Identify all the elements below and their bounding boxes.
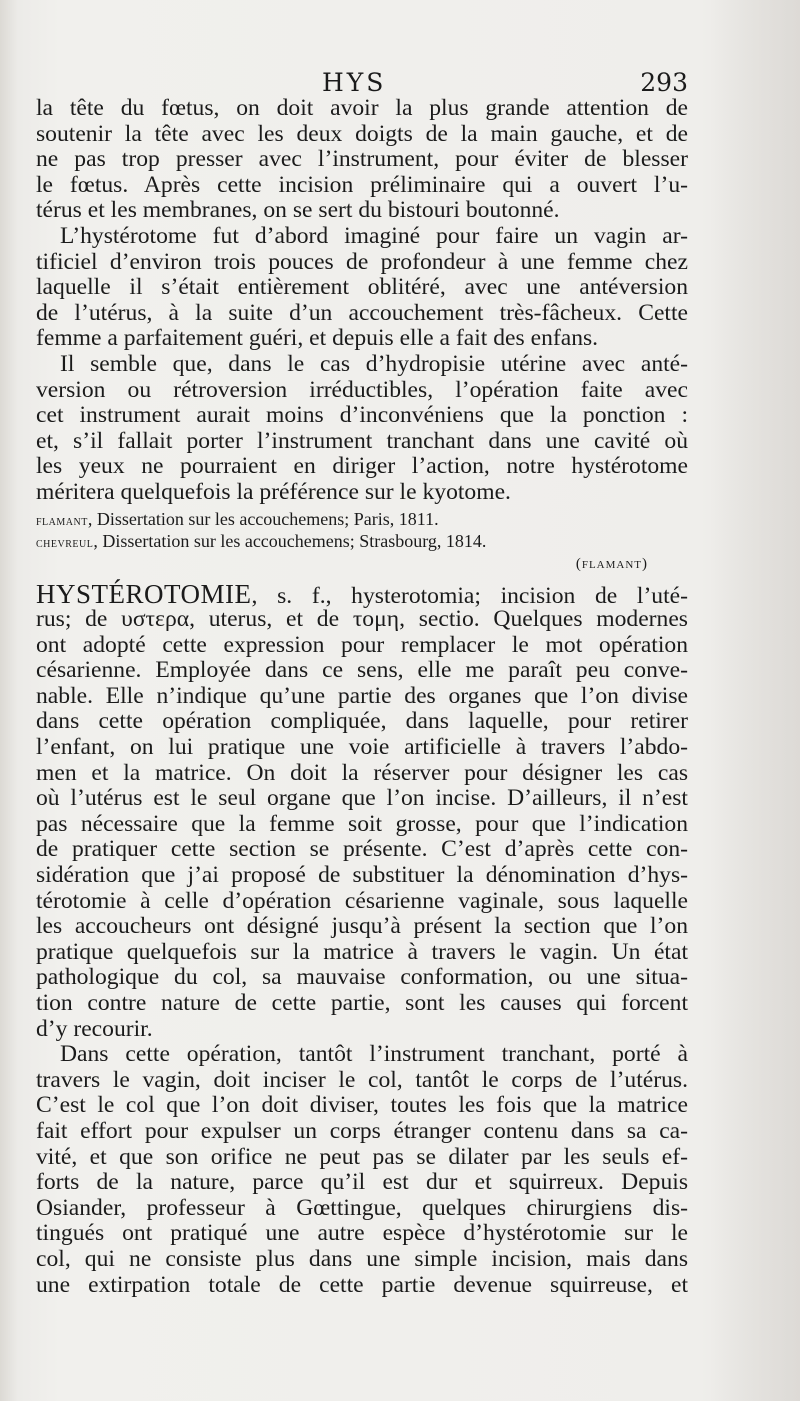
- text-line: ont adopté cette expression pour remplacer le mot opération: [36, 631, 688, 658]
- text-line: C’est le col que l’on doit diviser, toutes les fois que la matrice: [36, 1092, 688, 1119]
- paragraph-3: [36, 352, 688, 506]
- author-signature: (flamant): [575, 555, 648, 572]
- reference-author: chevreul: [36, 535, 94, 551]
- paragraph-5: [36, 1042, 688, 1298]
- references: [36, 508, 688, 552]
- text-line: pathologique du col, sa mauvaise conformation, ou une situa-: [36, 964, 688, 991]
- text-line: rus; de υστερα, uterus, et de τομη, sectio. Quelques modernes: [36, 606, 688, 633]
- text-line: césarienne. Employée dans ce sens, elle me paraît peu conve-: [36, 657, 688, 684]
- text-line: L’hystérotome fut d’abord imaginé pour faire un vagin ar-: [60, 222, 688, 249]
- text-line: térotomie à celle d’opération césarienne vaginale, sous laquelle: [36, 887, 688, 914]
- text-line: pas nécessaire que la femme soit grosse, pour que l’indication: [36, 810, 688, 837]
- text-line: les accoucheurs ont désigné jusqu’à présent la section que l’on: [36, 913, 688, 940]
- paragraph-1: [36, 96, 688, 224]
- running-head: HYS: [322, 68, 387, 97]
- text-line: fait effort pour expulser un corps étranger contenu dans sa ca-: [36, 1117, 688, 1144]
- text-line: d’y recourir.: [36, 1015, 153, 1042]
- text-line: et, s’il fallait porter l’instrument tranchant dans une cavité où: [36, 427, 688, 454]
- entry-headword: HYSTÉROTOMIE: [36, 578, 252, 609]
- entry-definition-start: , s. f., hysterotomia; incision de l’uté-: [251, 582, 688, 609]
- paragraph-2: [36, 224, 688, 352]
- text-line: travers le vagin, doit inciser le col, tantôt le corps de l’utérus.: [36, 1066, 688, 1093]
- text-line: térus et les membranes, on se sert du bistouri boutonné.: [36, 197, 560, 224]
- text-line: laquelle il s’était entièrement oblitéré, avec une antéversion: [36, 274, 688, 301]
- text-line: vité, et que son orifice ne peut pas se dilater par les seuls ef-: [36, 1143, 688, 1170]
- page-body: [36, 96, 688, 1298]
- text-line: le fœtus. Après cette incision préliminaire qui a ouvert l’u-: [36, 171, 688, 198]
- text-line: ne pas trop presser avec l’instrument, pour éviter de blesser: [36, 146, 688, 173]
- text-line: tificiel d’environ trois pouces de profondeur à une femme chez: [36, 248, 688, 275]
- text-line: une extirpation totale de cette partie devenue squirreuse, et: [36, 1271, 688, 1298]
- entry-hysterotomie: [36, 578, 688, 1043]
- text-line: men et la matrice. On doit la réserver pour désigner les cas: [36, 759, 688, 786]
- reference-item: [36, 530, 688, 552]
- text-line: Dans cette opération, tantôt l’instrument tranchant, porté à: [60, 1041, 688, 1068]
- page-header: [32, 68, 700, 98]
- text-line: dans cette opération compliquée, dans laquelle, pour retirer: [36, 708, 688, 735]
- page-shadow: [710, 0, 800, 1401]
- text-line: de l’utérus, à la suite d’un accouchement très-fâcheux. Cette: [36, 299, 688, 326]
- text-line: la tête du fœtus, on doit avoir la plus grande attention de: [36, 95, 688, 121]
- text-line: version ou rétroversion irréductibles, l’opération faite avec: [36, 376, 688, 403]
- page-number: 293: [640, 68, 688, 97]
- text-line: soutenir la tête avec les deux doigts de la main gauche, et de: [36, 120, 688, 147]
- text-line: femme a parfaitement guéri, et depuis elle a fait des enfans.: [36, 325, 599, 352]
- reference-text: , Dissertation sur les accouchemens; Strasbourg, 1814.: [93, 530, 487, 551]
- text-line: de pratiquer cette section se présente. C’est d’après cette con-: [36, 836, 688, 863]
- text-line: l’enfant, on lui pratique une voie artificielle à travers l’abdo-: [36, 734, 688, 761]
- text-line: Il semble que, dans le cas d’hydropisie utérine avec anté-: [60, 350, 688, 377]
- text-line: forts de la nature, parce qu’il est dur et squirreux. Depuis: [36, 1169, 688, 1196]
- text-line: méritera quelquefois la préférence sur le kyotome.: [36, 478, 511, 505]
- text-line: sidération que j’ai proposé de substituer la dénomination d’hys-: [36, 862, 688, 889]
- text-line: nable. Elle n’indique qu’une partie des organes que l’on divise: [36, 682, 688, 709]
- text-line: les yeux ne pourraient en diriger l’action, notre hystérotome: [36, 453, 688, 480]
- text-line: [36, 578, 688, 609]
- text-line: cet instrument aurait moins d’inconvéniens que la ponction :: [36, 402, 688, 429]
- text-line: tion contre nature de cette partie, sont les causes qui forcent: [36, 990, 688, 1016]
- reference-item: [36, 508, 688, 530]
- text-line: Osiander, professeur à Gœttingue, quelques chirurgiens dis-: [36, 1194, 688, 1221]
- text-line: où l’utérus est le seul organe que l’on incise. D’ailleurs, il n’est: [36, 785, 688, 812]
- text-line: tingués ont pratiqué une autre espèce d’hystérotomie sur le: [36, 1220, 688, 1247]
- text-line: col, qui ne consiste plus dans une simple incision, mais dans: [36, 1245, 688, 1272]
- reference-author: flamant: [36, 513, 88, 529]
- reference-text: , Dissertation sur les accouchemens; Paris, 1811.: [87, 508, 439, 529]
- text-line: pratique quelquefois sur la matrice à travers le vagin. Un état: [36, 938, 688, 965]
